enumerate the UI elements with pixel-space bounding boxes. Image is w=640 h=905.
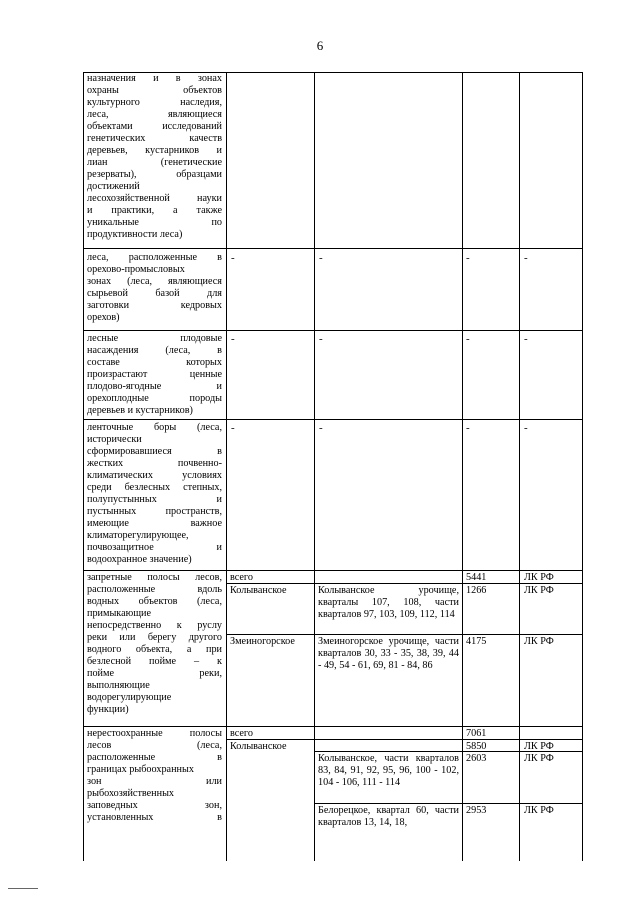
basis-cell: -: [524, 422, 528, 434]
area-cell: 1266: [466, 585, 487, 596]
category-line: водорегулирующие: [87, 692, 172, 703]
category-line: нерестоохранные полосы: [87, 728, 222, 739]
category-line: сырьевой базой для: [87, 288, 222, 299]
forestry-cell: -: [231, 252, 235, 264]
basis-cell: ЛК РФ: [524, 572, 554, 583]
forestry-cell: -: [231, 333, 235, 345]
category-line: водного объекта, а при: [87, 644, 222, 655]
category-line: насаждения (леса, в: [87, 345, 222, 356]
basis-cell: -: [524, 252, 528, 264]
category-line: сформировавшиеся в: [87, 446, 222, 457]
forestry-cell: -: [231, 422, 235, 434]
category-line: произрастают ценные: [87, 369, 222, 380]
area-cell: 2953: [466, 805, 487, 816]
area-cell: 2603: [466, 753, 487, 764]
category-line: исторически: [87, 434, 142, 445]
category-line: генетических качеств: [87, 133, 222, 144]
category-line: назначения и в зонах: [87, 73, 222, 84]
category-cell: [87, 572, 222, 716]
category-line: деревьев, кустарников и: [87, 145, 222, 156]
area-cell: 7061: [466, 728, 487, 739]
area-cell: 4175: [466, 636, 487, 647]
category-line: лиан (генетические: [87, 157, 222, 168]
category-line: объектами исследований: [87, 121, 222, 132]
scan-edge-mark: [8, 888, 38, 889]
category-line: лесохозяйственной науки: [87, 193, 222, 204]
category-line: водных объектов (леса,: [87, 596, 222, 607]
category-line: зон или: [87, 776, 222, 787]
category-line: составе которых: [87, 357, 222, 368]
forestry-cell: Змеиногорское: [230, 636, 295, 647]
basis-cell: ЛК РФ: [524, 753, 554, 764]
category-line: орехов): [87, 312, 120, 323]
category-line: функции): [87, 704, 129, 715]
area-cell: -: [466, 422, 470, 434]
location-cell: Белорецкое, квартал 60, части кварталов 13, 14, 18,: [318, 805, 459, 828]
area-cell: -: [466, 252, 470, 264]
category-line: и практики, а также: [87, 205, 222, 216]
category-line: полупустынных и: [87, 494, 222, 505]
category-line: ленточные боры (леса,: [87, 422, 222, 433]
category-line: рыбохозяйственных: [87, 788, 175, 799]
category-line: почвозащитное и: [87, 542, 222, 553]
category-line: продуктивности леса): [87, 229, 183, 240]
category-line: границах рыбоохранных: [87, 764, 194, 775]
category-line: водоохранное значение): [87, 554, 192, 565]
category-line: леса, являющиеся: [87, 109, 222, 120]
category-line: пустынных пространств,: [87, 506, 222, 517]
category-line: установленных в: [87, 812, 222, 823]
category-cell: [87, 333, 222, 417]
category-line: непосредственно к руслу: [87, 620, 222, 631]
category-line: деревьев и кустарников): [87, 405, 193, 416]
category-line: резерваты), образцами: [87, 169, 222, 180]
forestry-cell: всего: [230, 728, 253, 739]
location-cell: -: [319, 422, 323, 434]
category-cell: [87, 73, 222, 241]
forestry-cell: Колыванское: [230, 585, 287, 596]
category-line: орехово-промысловых: [87, 264, 185, 275]
area-cell: -: [466, 333, 470, 345]
category-cell: [87, 728, 222, 824]
category-line: пойме реки,: [87, 668, 222, 679]
category-line: реки или берегу другого: [87, 632, 222, 643]
area-cell: 5850: [466, 741, 487, 752]
location-cell: Колыванское, части кварталов 83, 84, 91, 92, 95, 96, 100 - 102, 104 - 106, 111 - 114: [318, 753, 459, 788]
category-line: климатических условиях: [87, 470, 222, 481]
category-line: заготовки кедровых: [87, 300, 222, 311]
category-line: имеющие важное: [87, 518, 222, 529]
basis-cell: -: [524, 333, 528, 345]
category-line: зонах (леса, являющиеся: [87, 276, 222, 287]
location-cell: Колыванское урочище, кварталы 107, 108, части кварталов 97, 103, 109, 112, 114: [318, 585, 459, 620]
location-cell: -: [319, 252, 323, 264]
area-cell: 5441: [466, 572, 487, 583]
forestry-cell: всего: [230, 572, 253, 583]
category-line: лесов (леса,: [87, 740, 222, 751]
basis-cell: ЛК РФ: [524, 636, 554, 647]
category-line: расположенные в: [87, 752, 222, 763]
category-line: запретные полосы лесов,: [87, 572, 222, 583]
location-cell: Змеиногорское урочище, части кварталов 30, 33 - 35, 38, 39, 44 - 49, 54 - 61, 69, 81 - 84, 86: [318, 636, 459, 671]
category-line: выполняющие: [87, 680, 150, 691]
category-line: расположенные вдоль: [87, 584, 222, 595]
category-line: примыкающие: [87, 608, 152, 619]
category-line: достижений: [87, 181, 140, 192]
category-line: жестких почвенно-: [87, 458, 222, 469]
category-line: среди безлесных степных,: [87, 482, 222, 493]
category-line: орехоплодные породы: [87, 393, 222, 404]
category-line: культурного наследия,: [87, 97, 222, 108]
category-line: лесные плодовые: [87, 333, 222, 344]
category-cell: [87, 422, 222, 566]
category-line: леса, расположенные в: [87, 252, 222, 263]
category-line: уникальные по: [87, 217, 222, 228]
basis-cell: ЛК РФ: [524, 741, 554, 752]
category-line: климаторегулирующее,: [87, 530, 189, 541]
category-line: заповедных зон,: [87, 800, 222, 811]
basis-cell: ЛК РФ: [524, 585, 554, 596]
forestry-cell: Колыванское: [230, 741, 287, 752]
category-cell: [87, 252, 222, 324]
location-cell: -: [319, 333, 323, 345]
basis-cell: ЛК РФ: [524, 805, 554, 816]
page-number: 6: [316, 38, 324, 53]
category-line: плодово-ягодные и: [87, 381, 222, 392]
category-line: безлесной пойме – к: [87, 656, 222, 667]
category-line: охраны объектов: [87, 85, 222, 96]
